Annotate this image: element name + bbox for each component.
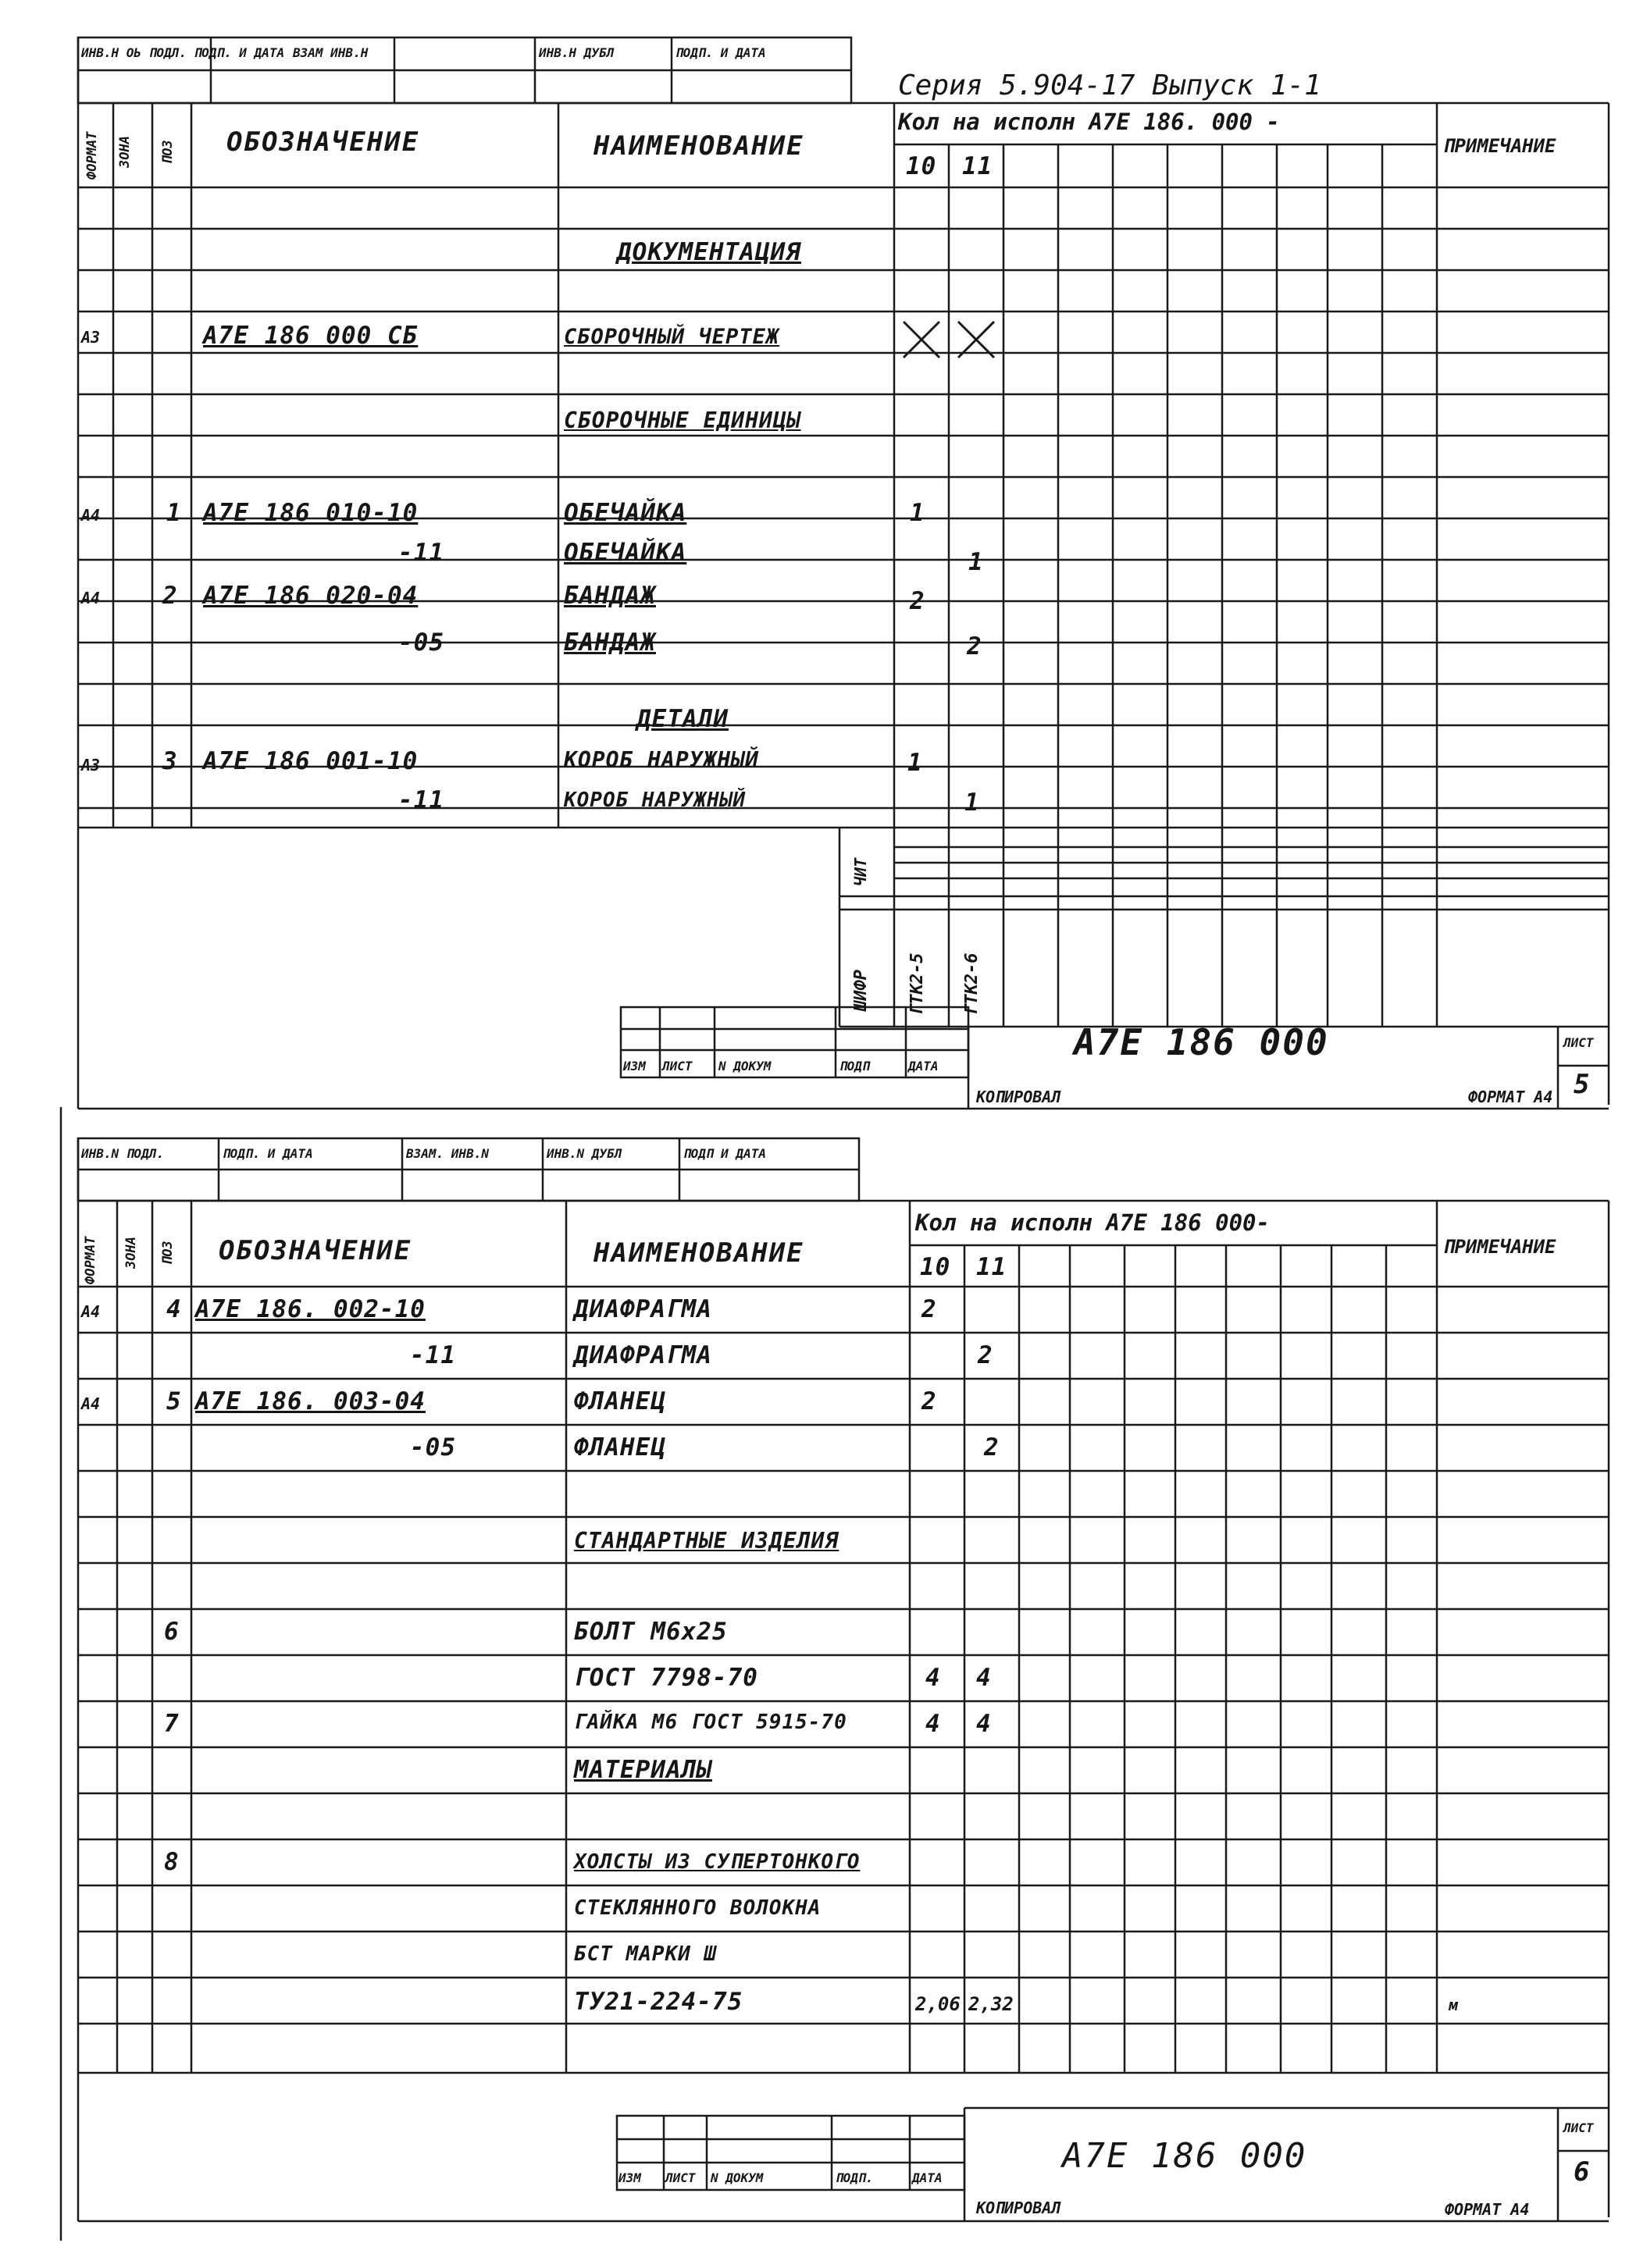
row-pos: 5 <box>166 1387 182 1415</box>
row-qty-11: 2,32 <box>968 1993 1014 2015</box>
col-zone: ЗОНА <box>117 136 133 168</box>
qty-title: Кол на исполн А7Е 186 000- <box>915 1209 1270 1236</box>
document-code: А7Е 186 000 <box>1074 1021 1329 1063</box>
row-qty-10: 2,06 <box>915 1993 961 2015</box>
col-pos: ПОЗ <box>160 140 176 164</box>
stamp-label: ПОДП. И ДАТА <box>223 1146 313 1161</box>
row-name: ГАЙКА М6 ГОСТ 5915-70 <box>574 1711 847 1734</box>
row-qty-11: 1 <box>968 548 984 576</box>
row-qty-11: 2 <box>978 1341 993 1369</box>
row-qty-10: 2 <box>921 1387 937 1415</box>
row-designation: А7Е 186. 003-04 <box>195 1387 426 1415</box>
qty-title: Кол на исполн А7Е 186. 000 - <box>898 109 1280 135</box>
tb-head: ЛИСТ <box>665 2170 696 2185</box>
row-note: м <box>1449 1996 1459 2014</box>
section-heading: ДЕТАЛИ <box>636 705 729 733</box>
col-format: ФОРМАТ <box>84 131 100 180</box>
row-format: А4 <box>81 1302 101 1321</box>
row-format: А3 <box>81 756 101 774</box>
row-name: БАНДАЖ <box>564 582 656 610</box>
row-pos: 3 <box>162 747 178 775</box>
document-code: А7Е 186 000 <box>1062 2136 1307 2176</box>
col-zone: ЗОНА <box>123 1237 139 1269</box>
tb-head: N ДОКУМ <box>711 2170 764 2185</box>
format-label: ФОРМАТ А4 <box>1445 2200 1530 2219</box>
row-designation: -11 <box>410 1341 456 1369</box>
row-designation: А7Е 186 020-04 <box>203 582 419 610</box>
row-qty-10: 4 <box>925 1710 941 1738</box>
side-label: ШИФР <box>851 970 871 1011</box>
row-name: КОРОБ НАРУЖНЫЙ <box>564 747 760 773</box>
row-name: БОЛТ М6х25 <box>574 1618 728 1646</box>
sheet-label: ЛИСТ <box>1563 2120 1594 2135</box>
side-label: ГТК2-5 <box>907 952 927 1015</box>
col-note: ПРИМЕЧАНИЕ <box>1443 1236 1556 1258</box>
sheet-number: 5 <box>1574 1069 1590 1100</box>
row-name: ОБЕЧАЙКА <box>564 539 687 567</box>
col-format: ФОРМАТ <box>83 1236 98 1284</box>
row-qty-10: 2 <box>910 587 925 615</box>
row-name: ФЛАНЕЦ <box>574 1433 666 1462</box>
row-qty-10: 4 <box>925 1664 941 1692</box>
tb-head: ДАТА <box>908 1059 939 1073</box>
format-label: ФОРМАТ А4 <box>1468 1088 1553 1106</box>
qty-col-11: 11 <box>976 1253 1007 1281</box>
row-designation: -05 <box>398 628 444 657</box>
copied-label: КОПИРОВАЛ <box>976 1088 1061 1106</box>
row-pos: 7 <box>164 1710 180 1738</box>
row-name: БСТ МАРКИ Ш <box>574 1942 718 1966</box>
row-name: ТУ21-224-75 <box>574 1988 743 2016</box>
side-label: ГТК2-6 <box>962 952 982 1015</box>
row-name: ДИАФРАГМА <box>574 1341 712 1369</box>
section-heading: СТАНДАРТНЫЕ ИЗДЕЛИЯ <box>574 1528 839 1554</box>
tb-head: ЛИСТ <box>662 1059 693 1073</box>
stamp-label: ИНВ.Н ОЬ ПОДЛ. ПОДП. И ДАТА <box>81 45 285 60</box>
col-note: ПРИМЕЧАНИЕ <box>1443 135 1556 157</box>
stamp-label: ПОДП. И ДАТА <box>675 45 766 60</box>
stamp-label: ВЗАМ ИНВ.Н <box>293 45 369 60</box>
col-name: НАИМЕНОВАНИЕ <box>593 130 804 162</box>
row-designation: -11 <box>398 539 444 567</box>
row-pos: 6 <box>164 1618 180 1646</box>
col-name: НАИМЕНОВАНИЕ <box>593 1237 804 1269</box>
row-format: А4 <box>81 589 101 607</box>
row-designation: -11 <box>398 786 444 814</box>
sheet-label: ЛИСТ <box>1563 1035 1594 1050</box>
row-qty-11: 4 <box>976 1710 992 1738</box>
stamp-label: ПОДП И ДАТА <box>683 1146 766 1161</box>
row-name: СБОРОЧНЫЙ ЧЕРТЕЖ <box>564 325 780 349</box>
row-name: ГОСТ 7798-70 <box>574 1664 758 1692</box>
section-heading: СБОРОЧНЫЕ ЕДИНИЦЫ <box>564 408 801 433</box>
row-qty-11: 2 <box>967 632 982 660</box>
row-qty-11: 1 <box>964 789 980 817</box>
row-pos: 8 <box>164 1848 180 1876</box>
tb-head: ПОДП <box>839 1059 870 1073</box>
copied-label: КОПИРОВАЛ <box>976 2199 1061 2217</box>
stamp-label: ИНВ.N ПОДЛ. <box>81 1146 164 1161</box>
row-name: СТЕКЛЯННОГО ВОЛОКНА <box>574 1896 822 1920</box>
row-name: ОБЕЧАЙКА <box>564 499 687 527</box>
tb-head: ИЗМ <box>618 2170 641 2185</box>
qty-col-10: 10 <box>906 152 937 180</box>
row-name: КОРОБ НАРУЖНЫЙ <box>564 789 747 812</box>
qty-col-10: 10 <box>920 1253 951 1281</box>
section-heading: ДОКУМЕНТАЦИЯ <box>617 238 801 266</box>
section-heading: МАТЕРИАЛЫ <box>574 1756 712 1784</box>
stamp-label: ИНВ.N ДУБЛ <box>547 1146 622 1161</box>
qty-col-11: 11 <box>962 152 993 180</box>
col-designation: ОБОЗНАЧЕНИЕ <box>226 126 420 158</box>
row-designation: А7Е 186 001-10 <box>203 747 419 775</box>
row-name: ДИАФРАГМА <box>574 1295 712 1323</box>
tb-head: ИЗМ <box>623 1059 646 1073</box>
sheet-number: 6 <box>1574 2156 1590 2188</box>
tb-head: ДАТА <box>912 2170 943 2185</box>
row-qty-11: 4 <box>976 1664 992 1692</box>
row-pos: 4 <box>166 1295 182 1323</box>
row-format: А3 <box>81 328 101 347</box>
stamp-label: ВЗАМ. ИНВ.N <box>406 1146 489 1161</box>
row-qty-10: 2 <box>921 1295 937 1323</box>
col-designation: ОБОЗНАЧЕНИЕ <box>219 1235 412 1266</box>
tb-head: N ДОКУМ <box>718 1059 772 1073</box>
row-designation: -05 <box>410 1433 456 1462</box>
row-designation: А7Е 186. 002-10 <box>195 1295 426 1323</box>
row-qty-10: 1 <box>907 749 923 777</box>
side-label: ЧИТ <box>851 857 870 886</box>
row-format: А4 <box>81 1394 101 1413</box>
row-designation: А7Е 186 010-10 <box>203 499 419 527</box>
col-pos: ПОЗ <box>160 1241 176 1265</box>
row-pos: 1 <box>166 499 182 527</box>
series-label: Серия 5.904-17 Выпуск 1-1 <box>898 69 1321 101</box>
row-name: ХОЛСТЫ ИЗ СУПЕРТОНКОГО <box>574 1850 861 1874</box>
tb-head: ПОДП. <box>836 2170 874 2185</box>
row-qty-10: 1 <box>910 499 925 527</box>
row-format: А4 <box>81 506 101 525</box>
row-name: БАНДАЖ <box>564 628 656 657</box>
row-name: ФЛАНЕЦ <box>574 1387 666 1415</box>
stamp-label: ИНВ.Н ДУБЛ <box>539 45 615 60</box>
row-qty-11: 2 <box>984 1433 1000 1462</box>
row-pos: 2 <box>162 582 178 610</box>
row-designation: А7Е 186 000 СБ <box>203 322 419 350</box>
